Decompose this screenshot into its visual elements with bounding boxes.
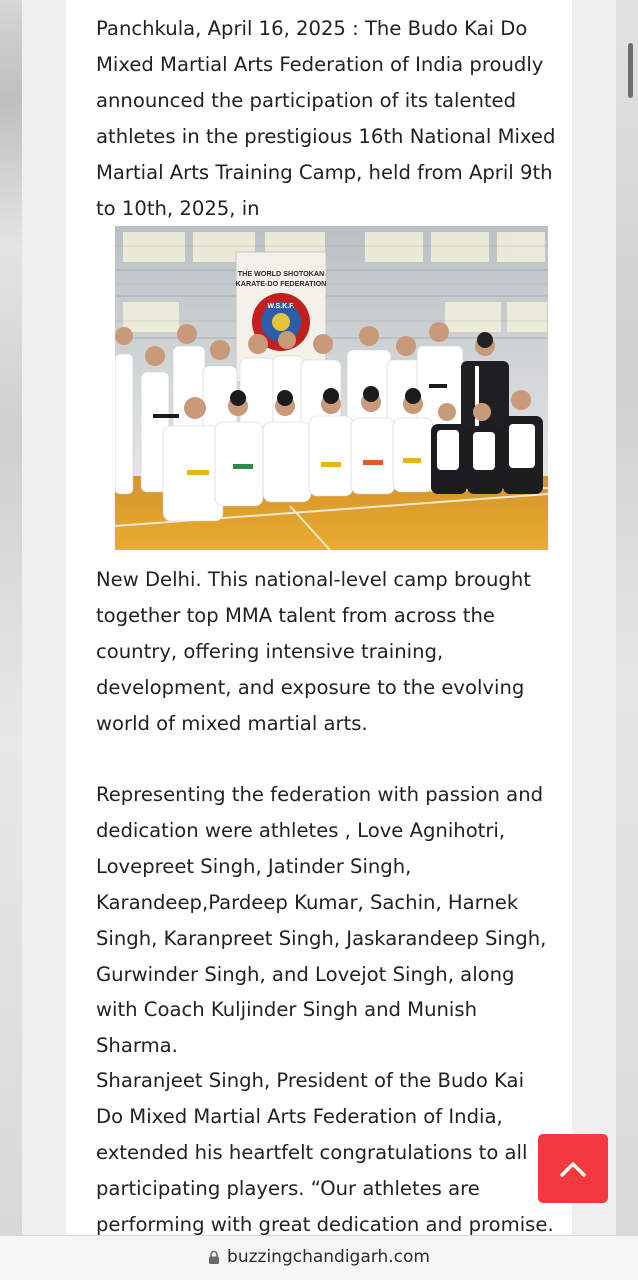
left-gutter — [22, 0, 66, 1235]
article-paragraph-4: Sharanjeet Singh, President of the Budo Kai Do Mixed Martial Arts Federation of India, extended his heartfelt congratulations to all participating players. “Our athletes are performing with great dedication and promise. — [96, 1069, 554, 1235]
article-photo — [115, 226, 548, 550]
banner-logo-text: W.S.K.F. — [267, 303, 295, 310]
scrollbar-thumb[interactable] — [628, 43, 633, 98]
banner-line-2: KARATE-DO FEDERATION — [235, 279, 327, 288]
url-display[interactable] — [208, 1247, 430, 1267]
back-to-top-button[interactable] — [538, 1134, 608, 1203]
url-text: buzzingchandigarh.com — [227, 1247, 430, 1267]
article-paragraph-1: Panchkula, April 16, 2025 : The Budo Kai Do Mixed Martial Arts Federation of India proudly announced the participation of its talented athletes in the prestigious 16th National Mixed Martial Arts Training Camp, held from April 9th to 10th, 2025, in — [96, 17, 556, 220]
article-body — [66, 0, 572, 1235]
banner-line-1: THE WORLD SHOTOKAN — [237, 269, 325, 278]
article-paragraph-2: New Delhi. This national-level camp brought together top MMA talent from across the country, offering intensive training, development, and exposure to the evolving world of mixed martial arts. — [96, 568, 531, 735]
background-right-edge — [616, 0, 638, 1235]
lock-icon — [208, 1250, 220, 1265]
background-left-edge — [0, 0, 22, 1235]
article-paragraph-3: Representing the federation with passion and dedication were athletes , Love Agnihotri, Lovepreet Singh, Jatinder Singh, Karandeep,Pardeep Kumar, Sachin, Harnek Singh, Karanpreet Singh, Jaskarandeep Singh, Gurwinder Singh, and Lovejot Singh, along with Coach Kuljinder Singh and Munish Sharma. — [96, 783, 547, 1058]
chevron-up-icon — [559, 1160, 587, 1178]
right-gutter — [572, 0, 616, 1235]
browser-address-bar[interactable] — [0, 1235, 638, 1280]
